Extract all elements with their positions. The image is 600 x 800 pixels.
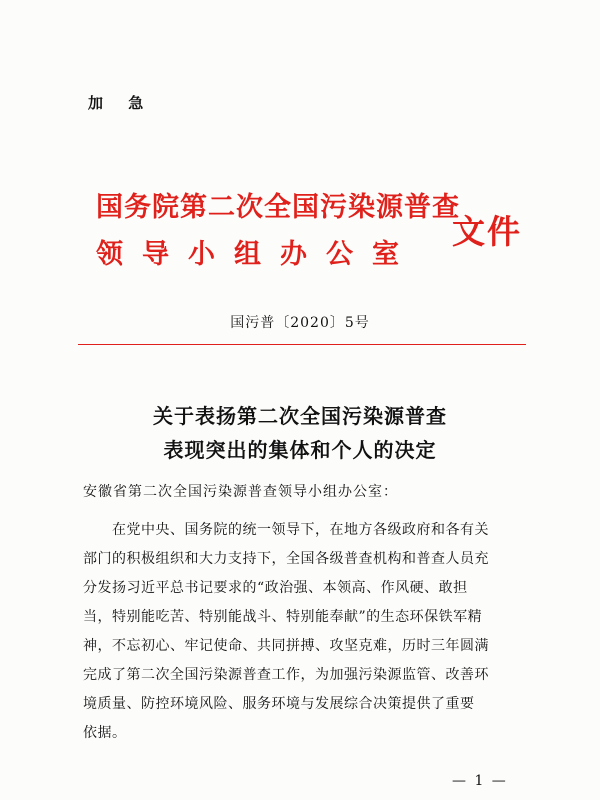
body-line: 分发扬习近平总书记要求的“政治强、本领高、作风硬、敢担: [83, 580, 468, 596]
issuer-line-1: 国务院第二次全国污染源普查: [96, 192, 460, 223]
body-line: 完成了第二次全国污染源普查工作，为加强污染源监管、改善环: [83, 667, 489, 683]
red-separator-line: [78, 344, 526, 345]
body-line: 部门的积极组织和大力支持下，全国各级普查机构和普查人员充: [83, 551, 489, 567]
body-line: 境质量、防控环境风险、服务环境与发展综合决策提供了重要: [83, 696, 475, 712]
urgency-mark: 加 急: [88, 94, 154, 112]
body-line: 当，特别能吃苦、特别能战斗、特别能奉献”的生态环保铁军精: [83, 609, 483, 625]
document-title-line-2: 表现突出的集体和个人的决定: [163, 438, 437, 462]
document-type-label: 文件: [452, 212, 522, 251]
body-line: 依据。: [83, 725, 127, 741]
body-line: 在党中央、国务院的统一领导下，在地方各级政府和各有关: [112, 522, 489, 538]
body-line: 神，不忘初心、牢记使命、共同拼搏、攻坚克难，历时三年圆满: [83, 638, 489, 654]
document-title-line-1: 关于表扬第二次全国污染源普查: [153, 404, 447, 428]
recipient: 安徽省第二次全国污染源普查领导小组办公室：: [83, 484, 398, 500]
page-number: — 1 —: [452, 773, 508, 789]
document-number: 国污普〔2020〕5号: [230, 315, 370, 331]
issuer-line-2: 领导小组办公室: [96, 239, 418, 270]
